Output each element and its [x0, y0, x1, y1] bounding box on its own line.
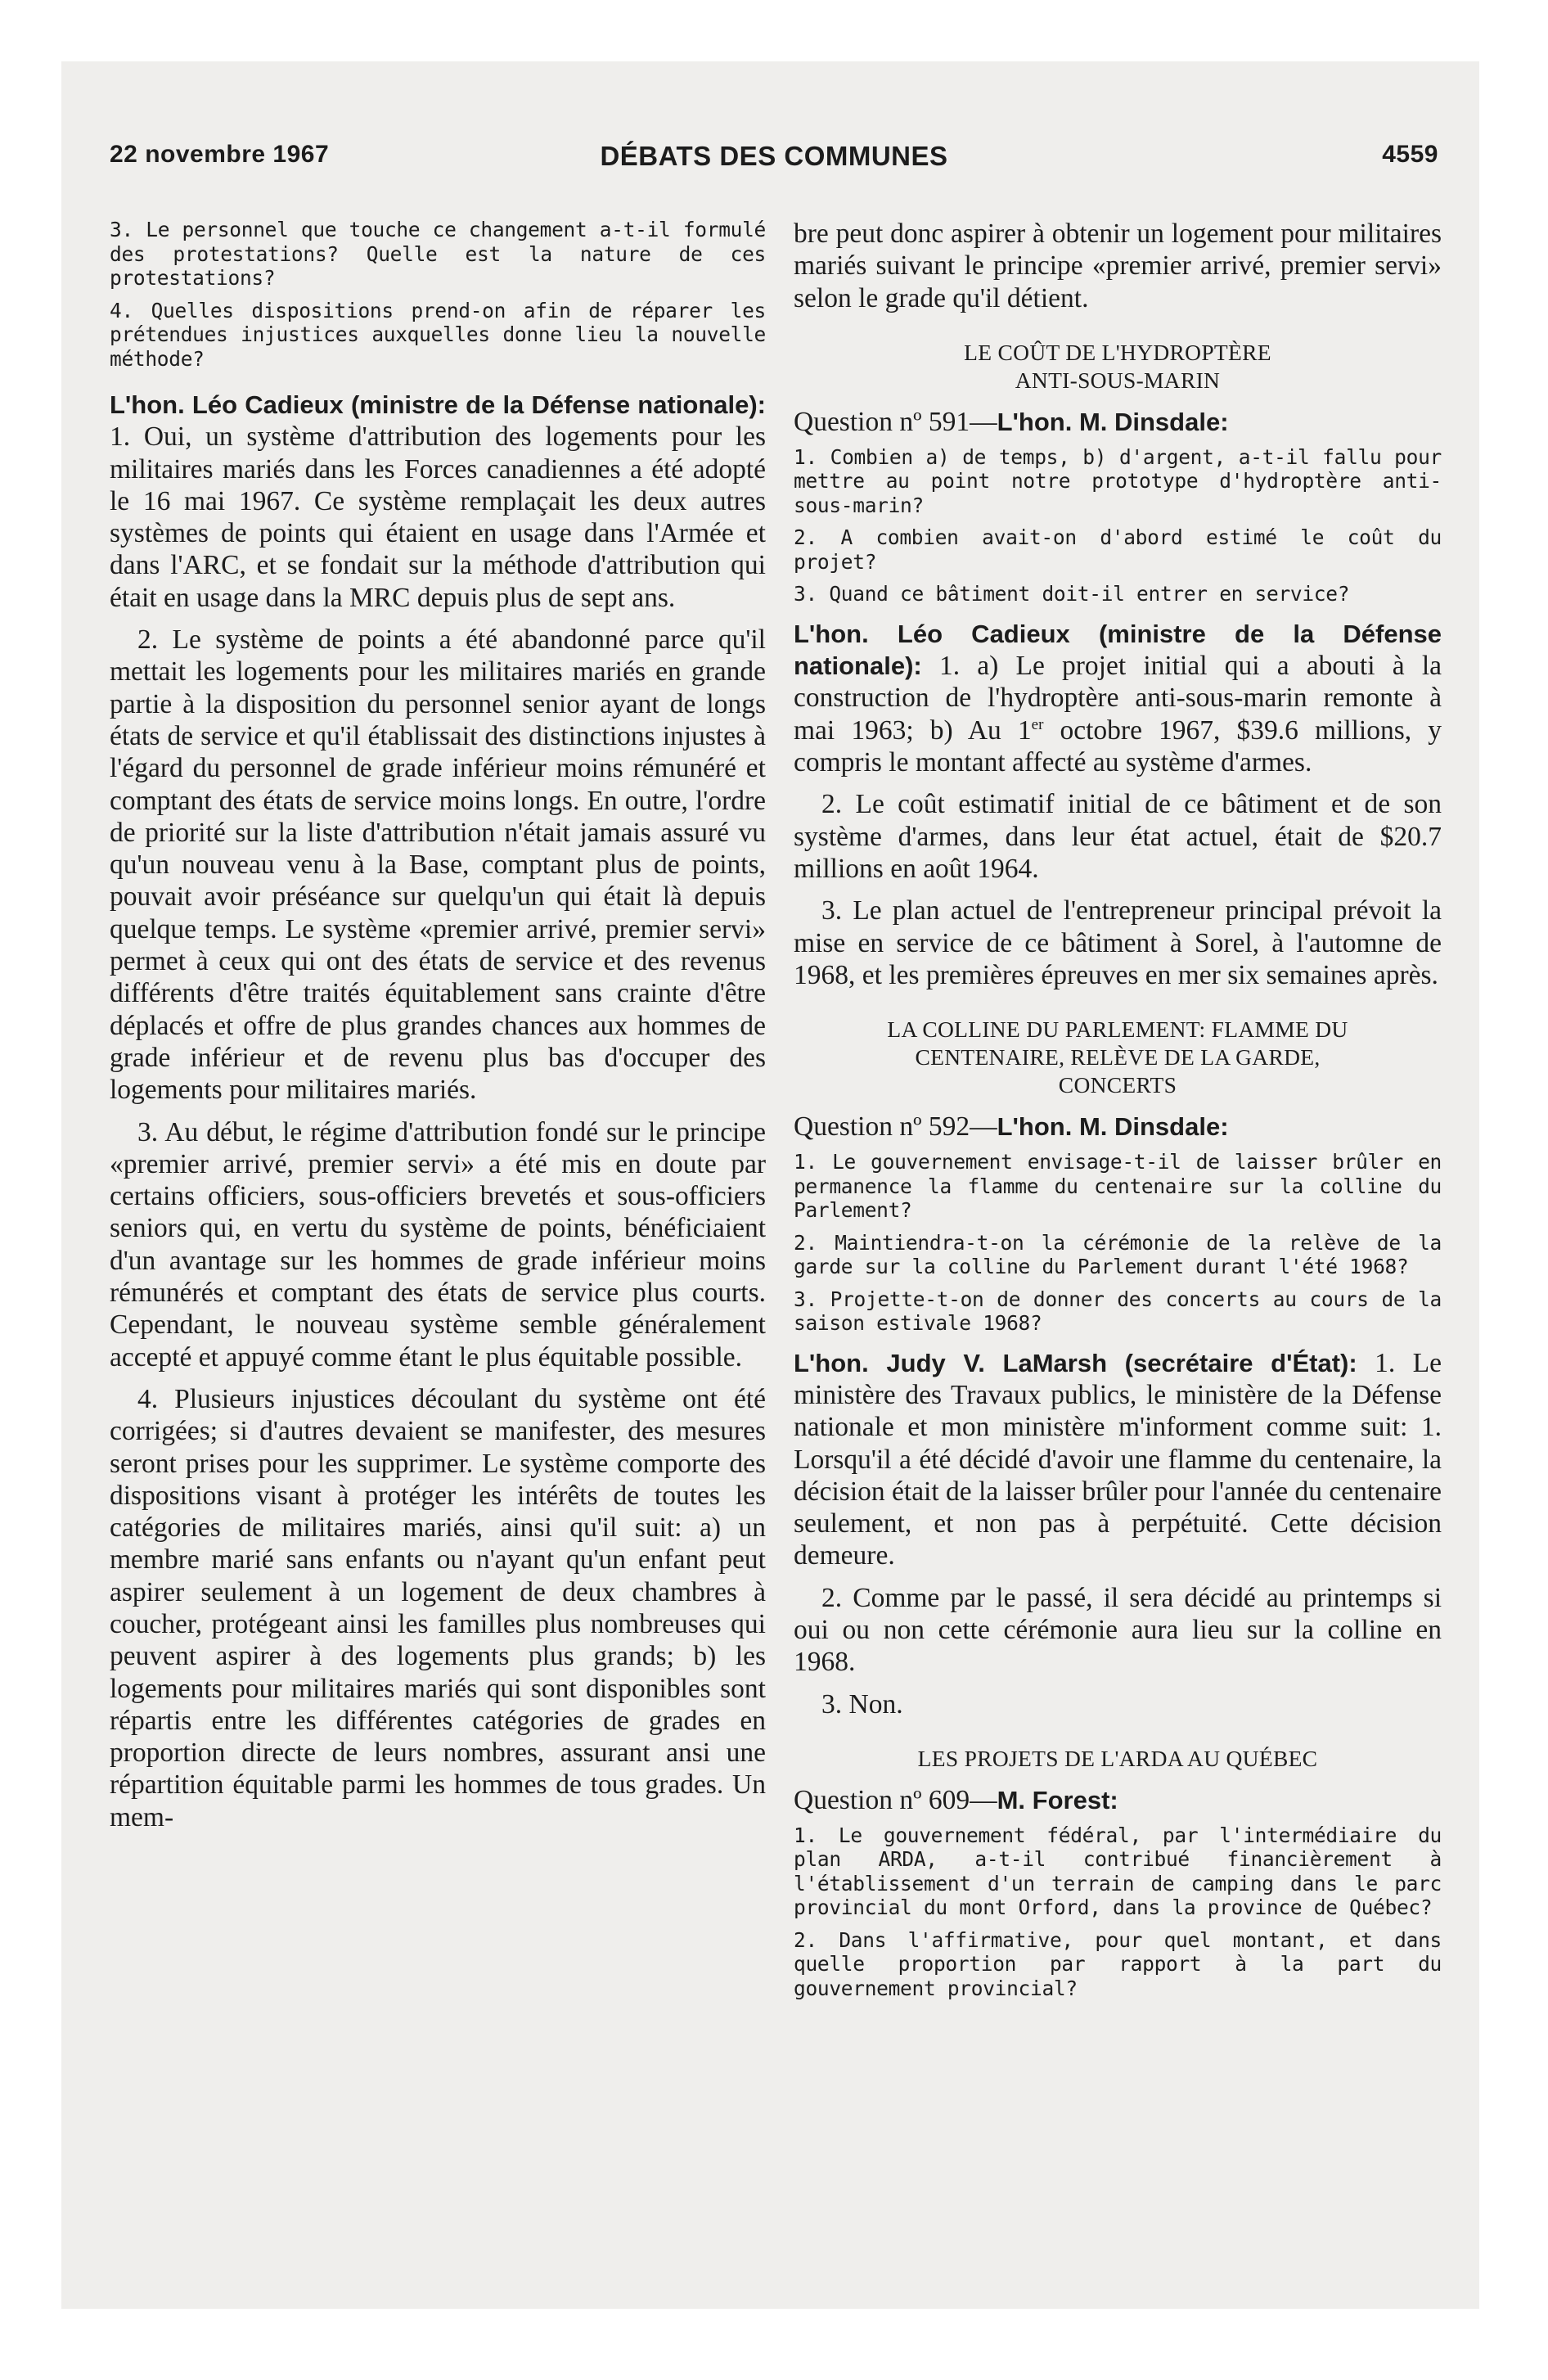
- superscript: er: [1031, 715, 1044, 733]
- question-header-592: [794, 1111, 1442, 1143]
- question-label: Question nº 592—: [794, 1111, 997, 1143]
- question-2: 2. Dans l'affirmative, pour quel montant, et dans quelle proportion par rapport à la part du gouvernement provincial?: [794, 1927, 1442, 2000]
- question-header-609: [794, 1784, 1442, 1817]
- answer-3: 3. Le plan actuel de l'entrepreneur principal prévoit la mise en service de ce bâtiment à Sorel, à l'automne de 1968, et les premières épreuves en mer six semaines après.: [794, 895, 1442, 990]
- answer-1: [794, 1347, 1442, 1572]
- question-1: 1. Le gouvernement fédéral, par l'intermédiaire du plan ARDA, a-t-il contribué financièrement à l'établissement d'un terrain de camping dans le parc provincial du mont Orford, dans la province de Québec?: [794, 1823, 1442, 1920]
- question-1: 1. Combien a) de temps, b) d'argent, a-t-il fallu pour mettre au point notre prototype d'hydroptère anti-sous-marin?: [794, 444, 1442, 517]
- question-3: 3. Projette-t-on de donner des concerts au cours de la saison estivale 1968?: [794, 1287, 1442, 1336]
- header-page-number: 4559: [1382, 141, 1438, 168]
- answer-2: 2. Comme par le passé, il sera décidé au printemps si oui ou non cette cérémonie aura lieu sur la colline en 1968.: [794, 1582, 1442, 1678]
- question-2: 2. Maintiendra-t-on la cérémonie de la relève de la garde sur la colline du Parlement durant l'été 1968?: [794, 1230, 1442, 1279]
- answer-1: [110, 389, 766, 614]
- header-title: DÉBATS DES COMMUNES: [600, 141, 948, 171]
- heading-line: LA COLLINE DU PARLEMENT: FLAMME DU: [887, 1016, 1348, 1043]
- question-author: L'hon. M. Dinsdale:: [997, 1112, 1229, 1142]
- question-3: 3. Quand ce bâtiment doit-il entrer en service?: [794, 582, 1350, 606]
- heading-line: CENTENAIRE, RELÈVE DE LA GARDE,: [915, 1044, 1321, 1071]
- question-author: L'hon. M. Dinsdale:: [997, 407, 1229, 436]
- question-4: 4. Quelles dispositions prend-on afin de réparer les prétendues injustices auxquelles donne lieu la nouvelle méthode?: [110, 298, 766, 371]
- question-label: Question nº 591—: [794, 406, 997, 437]
- answer-2: 2. Le système de points a été abandonné parce qu'il mettait les logements pour les militaires mariés en grande partie à la disposition du personnel senior ayant de longs états de service et qu'il établissait des distinctions injustes à l'égard du personnel de grade inférieur moins rémunéré et comptant des états de service moins longs. En outre, l'ordre de priorité sur la liste d'attribution n'était jamais assuré vu qu'un nouveau venu à la Base, comptant plus de points, pouvait avoir préséance sur quelqu'un qui était là depuis quelque temps. Le système «premier arrivé, premier servi» permet à ceux qui ont des états de service et des revenus différents d'être traités équitablement sans crainte d'être déplacés et offre de plus grandes chances aux hommes de grade inférieur et de revenu plus bas d'occuper des logements pour militaires mariés.: [110, 624, 766, 1106]
- question-author: M. Forest:: [997, 1785, 1118, 1814]
- heading-line: CONCERTS: [1058, 1072, 1177, 1098]
- answer-1-text-b: octobre 1967, $39.6 millions, y compris le montant affecté au système d'armes.: [794, 714, 1442, 778]
- answer-1-text: 1. Oui, un système d'attribution des logements pour les militaires mariés dans les Forces canadiennes a été adopté le 16 mai 1967. Ce système remplaçait les deux autres systèmes de points qui étaient en usage dans l'Armée et dans l'ARC, et se fondait sur la méthode d'attribution qui était en usage dans la MRC depuis plus de sept ans.: [110, 421, 766, 613]
- answer-3: 3. Non.: [821, 1688, 903, 1720]
- header-date: 22 novembre 1967: [110, 141, 330, 168]
- question-label: Question nº 609—: [794, 1784, 997, 1815]
- question-2: 2. A combien avait-on d'abord estimé le coût du projet?: [794, 525, 1442, 574]
- question-3: 3. Le personnel que touche ce changement a-t-il formulé des protestations? Quelle est la nature de ces protestations?: [110, 218, 766, 290]
- right-column: [794, 218, 1442, 2008]
- page-header: [110, 141, 1438, 190]
- section-heading-hydroptere: [794, 339, 1442, 394]
- speaker-name: L'hon. Léo Cadieux (ministre de la Défense nationale):: [110, 390, 766, 419]
- section-heading-colline: [794, 1016, 1442, 1099]
- answer-3: 3. Au début, le régime d'attribution fondé sur le principe «premier arrivé, premier servi» a été mis en doute par certains officiers, sous-officiers brevetés et sous-officiers seniors qui, en vertu du système de points, bénéficiaient d'un avantage sur les hommes de grade inférieur moins rémunérés et comptant des états de service plus courts. Cependant, le nouveau système semble généralement accepté et appuyé comme étant le plus équitable possible.: [110, 1116, 766, 1373]
- speaker-name: L'hon. Judy V. LaMarsh (secrétaire d'État):: [794, 1348, 1357, 1377]
- answer-4: 4. Plusieurs injustices découlant du système ont été corrigées; si d'autres devaient se manifester, des mesures seront prises pour les supprimer. Le système comporte des dispositions visant à protéger les intérêts de toutes les catégories de militaires mariés, ainsi qu'il suit: a) un membre marié sans enfants ou n'ayant qu'un enfant peut aspirer seulement à un logement de deux chambres à coucher, protégeant ainsi les familles plus nombreuses qui peuvent aspirer à des logements plus grands; b) les logements pour militaires mariés qui sont disponibles sont répartis entre les différentes catégories de grades en proportion directe de leurs nombres, assurant ansi une répartition équitable parmi les hommes de tous grades. Un mem-: [110, 1383, 766, 1832]
- answer-1-text-a: 1. a) Le projet initial qui a abouti à la construction de l'hydroptère anti-sous-marin remonte à mai 1963; b) Au 1: [794, 651, 1442, 746]
- answer-1-text: 1. Le ministère des Travaux publics, le ministère de la Défense nationale et mon ministère m'informent comme suit: 1. Lorsqu'il a été décidé d'avoir une flamme du centenaire, la décision était de la laisser brûler pour l'année du centenaire seulement, et non pas à perpétuité. Cette décision demeure.: [794, 1347, 1442, 1571]
- answer-2: 2. Le coût estimatif initial de ce bâtiment et de son système d'armes, dans leur état actuel, était de $20.7 millions en août 1964.: [794, 789, 1442, 884]
- answer-1: [794, 618, 1442, 778]
- question-header-591: [794, 406, 1442, 439]
- question-1: 1. Le gouvernement envisage-t-il de laisser brûler en permanence la flamme du centenaire sur la colline du Parlement?: [794, 1150, 1442, 1223]
- left-column: [110, 218, 766, 1843]
- section-heading-arda: [794, 1745, 1442, 1773]
- heading-line: LES PROJETS DE L'ARDA AU QUÉBEC: [917, 1745, 1318, 1771]
- continuation-paragraph: bre peut donc aspirer à obtenir un logement pour militaires mariés suivant le principe «premier arrivé, premier servi» selon le grade qu'il détient.: [794, 219, 1442, 313]
- heading-line: LE COÛT DE L'HYDROPTÈRE: [964, 339, 1271, 365]
- heading-line: ANTI-SOUS-MARIN: [1015, 367, 1221, 393]
- speaker-name: L'hon. Léo Cadieux (ministre de la Défense nationale):: [794, 619, 1442, 681]
